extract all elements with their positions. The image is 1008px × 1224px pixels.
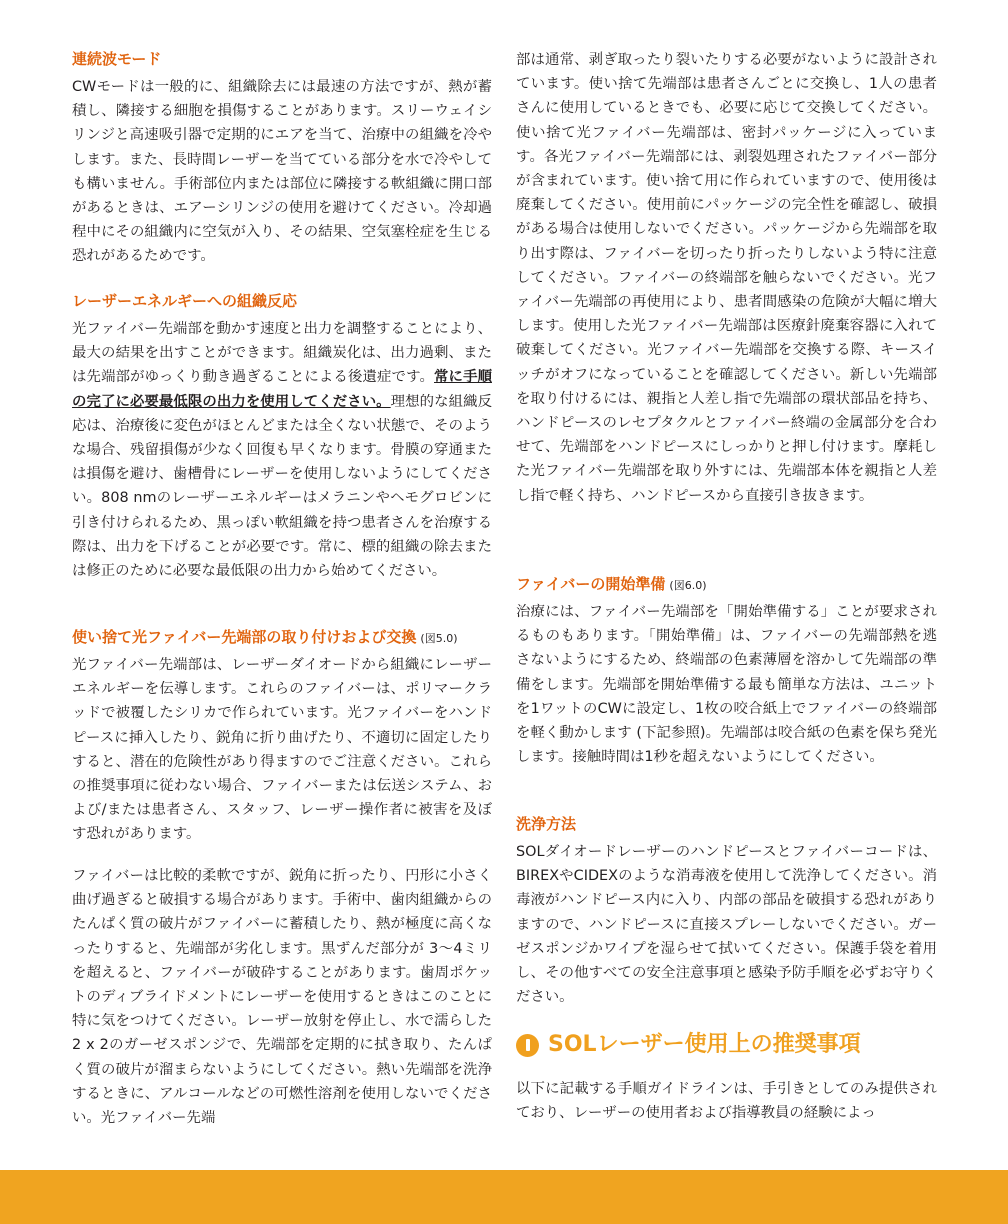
fiber-priming-paragraph: 治療には、ファイバー先端部を「開始準備する」ことが要求されるものもあります。「開始準備」は、ファイバーの先端部熱を逃さないようにするため、終端部の色素薄層を溶かして先端部の準備をします。先端部を開始準備する最も簡単な方法は、ユニットを1ワットのCWに設定し、1枚の咬合紙上でファイバーの終端部を軽く動かします (下記参照)。先端部は咬合紙の色素を保ち発光します。接触時間は1秒を超えないようにしてください。 xyxy=(516,604,937,766)
minimum-power-emphasis: 常に手順の完了に必要最低限の出力を使用してください。 xyxy=(72,369,492,410)
tissue-response-text-a: 光ファイバー先端部を動かす速度と出力を調整することにより、最大の結果を出すことができます。組織炭化は、出力過剰、または先端部がゆっくり動き過ぎることによる後遺症です。 xyxy=(72,321,492,386)
tissue-response-heading: レーザーエネルギーへの組織反応 xyxy=(72,292,298,310)
cleaning-paragraph: SOLダイオードレーザーのハンドピースとファイバーコードは、BIREXやCIDEXのような消毒液を使用して洗浄してください。消毒液がハンドピース内に入り、内部の部品を破損する恐れがありますので、ハンドピースに直接スプレーしないでください。ガーゼスポンジかワイプを湿らせて拭いてください。保護手袋を着用し、その他すべての安全注意事項と感染予防手順を必ずお守りください。 xyxy=(516,844,937,1006)
fiber-priming-heading xyxy=(516,573,706,597)
fiber-tip-paragraph-1: 光ファイバー先端部は、レーザーダイオードから組織にレーザーエネルギーを伝導します。これらのファイバーは、ポリマークラッドで被覆したシリカで作られています。光ファイバーをハンドピースに挿入したり、鋭角に折り曲げたり、不適切に固定したりすると、潜在的危険性があり得ますのでご注意ください。これらの推奨事項に従わない場合、ファイバーまたは伝送システム、および/または患者さん、スタッフ、レーザー操作者に被害を及ぼす恐れがあります。 xyxy=(72,657,493,843)
cw-mode-heading: 連続波モード xyxy=(72,50,162,68)
tissue-response-text-b: 理想的な組織反応は、治療後に変色がほとんどまたは全くない状態で、そのような場合、残留損傷が少なく回復も早くなります。骨膜の穿通または損傷を避け、歯槽骨にレーザーを使用しないようにしてください。808 nmのレーザーエネルギーはメラニンやヘモグロビンに引き付けられるため、黒っぽい軟組織を持つ患者さんを治療する際は、出力を下げることが必要です。常に、標的組織の除去または修正のために必要な最低限の出力から始めてください。 xyxy=(72,393,492,580)
fiber-priming-heading-text: ファイバーの開始準備 xyxy=(516,575,666,593)
info-icon xyxy=(516,1034,539,1057)
figure-reference: (図5.0) xyxy=(420,632,458,645)
tissue-response-paragraph xyxy=(72,317,492,583)
fiber-tip-paragraph-2: ファイバーは比較的柔軟ですが、鋭角に折ったり、円形に小さく曲げ過ぎると破損する場合があります。手術中、歯肉組織からのたんぱく質の破片がファイバーに蓄積したり、熱が極度に高くなったりすると、先端部が劣化します。黒ずんだ部分が 3〜4ミリを超えると、ファイバーが破砕することがあります。歯周ポケットのディブライドメントにレーザーを使用するときはこのことに特に気をつけてください。レーザー放射を停止し、水で濡らした2 x 2のガーゼスポンジで、先端部を定期的に拭き取り、たんぱく質の破片が溜まらないようにしてください。熱い先端部を洗浄するときに、アルコールなどの可燃性溶剤を使用しないでください。光ファイバー先端 xyxy=(72,868,492,1127)
recommendations-heading xyxy=(516,1030,861,1060)
footer-color-band xyxy=(0,1170,1008,1224)
cleaning-heading: 洗浄方法 xyxy=(516,815,577,833)
figure-reference: (図6.0) xyxy=(669,579,707,592)
fiber-tip-heading-text: 使い捨て光ファイバー先端部の取り付けおよび交換 xyxy=(72,628,417,646)
cw-mode-paragraph: CWモードは一般的に、組織除去には最速の方法ですが、熱が蓄積し、隣接する細胞を損傷することがあります。スリーウェイシリンジと高速吸引器で定期的にエアを当て、治療中の組織を冷やします。また、長時間レーザーを当てている部分を水で冷やしても構いません。手術部位内または部位に隣接する軟組織に開口部があるときは、エアーシリンジの使用を避けてください。冷却過程中にその組織内に空気が入り、その結果、空気塞栓症を生じる恐れがあるためです。 xyxy=(72,79,492,265)
fiber-tip-heading xyxy=(72,626,457,650)
recommendations-title: SOLレーザー使用上の推奨事項 xyxy=(548,1032,861,1057)
fiber-tip-continued-paragraph: 部は通常、剥ぎ取ったり裂いたりする必要がないように設計されています。使い捨て先端部は患者さんごとに交換し、1人の患者さんに使用しているときでも、必要に応じて交換してください。使い捨て光ファイバー先端部は、密封パッケージに入っています。各光ファイバー先端部には、剥裂処理されたファイバー部分が含まれています。使い捨て用に作られていますので、使用後は廃棄してください。使用前にパッケージの完全性を確認し、破損がある場合は使用しないでください。パッケージから先端部を取り出す際は、ファイバーを切ったり折ったりしないよう特に注意してください。ファイバーの終端部を触らないでください。光ファイバー先端部の再使用により、患者間感染の危険が大幅に増大します。使用した光ファイバー先端部は医療針廃棄容器に入れて破棄してください。光ファイバー先端部を交換する際、キースイッチがオフになっていることを確認してください。新しい先端部を取り付けるには、親指と人差し指で先端部の環状部品を持ち、ハンドピースのレセプタクルとファイバー終端の金属部分を合わせて、先端部をハンドピースにしっかりと押し付けます。摩耗した光ファイバー先端部を取り外すには、先端部本体を親指と人差し指で軽く持ち、ハンドピースから直接引き抜きます。 xyxy=(516,52,937,504)
recommendations-paragraph: 以下に記載する手順ガイドラインは、手引きとしてのみ提供されており、レーザーの使用者および指導教員の経験によっ xyxy=(516,1081,937,1122)
